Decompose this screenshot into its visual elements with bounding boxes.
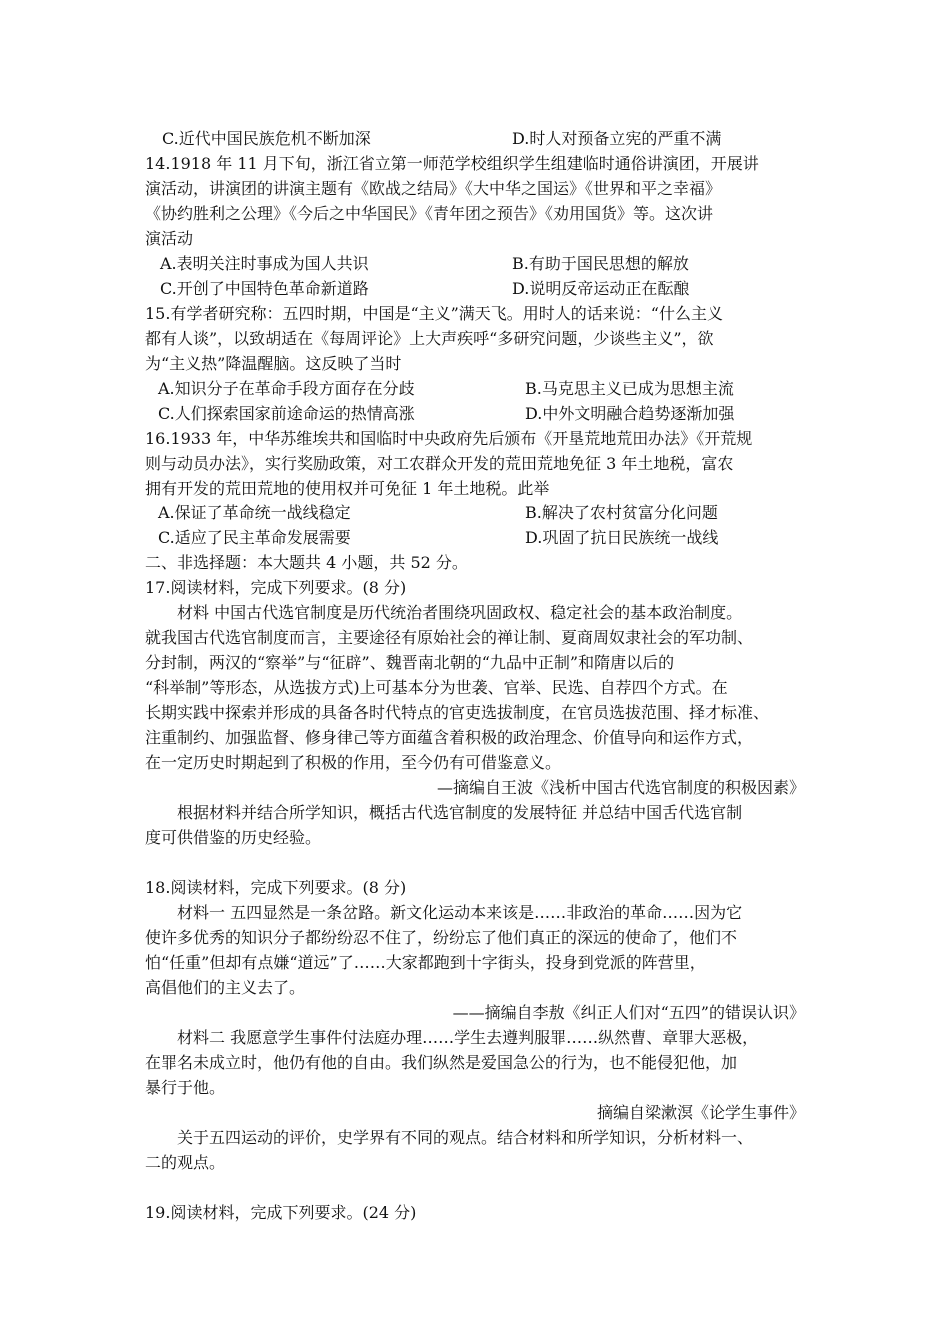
q15-option-a: A.知识分子在革命手段方面存在分歧 — [158, 379, 415, 398]
q18-title: 18.阅读材料，完成下列要求。(8 分) — [145, 878, 407, 897]
q17-material-line: 分封制，两汉的“察举”与“征辟”、魏晋南北朝的“九品中正制”和隋唐以后的 — [145, 653, 675, 672]
q13-option-d: D.时人对预备立宪的严重不满 — [512, 129, 722, 148]
q17-task-line: 度可供借鉴的历史经验。 — [145, 828, 322, 847]
q15-option-c: C.人们探索国家前途命运的热情高涨 — [158, 404, 415, 423]
q18-material1-line: 使许多优秀的知识分子都纷纷忍不住了，纷纷忘了他们真正的深远的使命了，他们不 — [145, 928, 738, 947]
q18-task-line: 关于五四运动的评价，史学界有不同的观点。结合材料和所学知识，分析材料一、 — [177, 1128, 754, 1147]
q17-material-line: 在一定历史时期起到了积极的作用，至今仍有可借鉴意义。 — [145, 753, 562, 772]
q18-material2-line: 在罪名未成立时，他仍有他的自由。我们纵然是爱国急公的行为，也不能侵犯他，加 — [145, 1053, 738, 1072]
q17-task-line: 根据材料并结合所学知识，概括古代选官制度的发展特征 并总结中国舌代选官制 — [177, 803, 743, 822]
q17-material-line: “科举制”等形态，从选拔方式)上可基本分为世袭、官举、民选、自荐四个方式。在 — [145, 678, 728, 697]
q16-option-a: A.保证了革命统一战线稳定 — [158, 503, 351, 522]
q14-option-d: D.说明反帝运动正在酝酿 — [512, 279, 690, 298]
q14-stem-line: 演活动，讲演团的讲演主题有《欧战之结局》《大中华之国运》《世界和平之幸福》 — [145, 179, 722, 198]
q16-stem-line: 16.1933 年，中华苏维埃共和国临时中央政府先后颁布《开垦荒地荒田办法》《开荒规 — [145, 429, 753, 448]
section-heading: 二、非选择题：本大题共 4 小题，共 52 分。 — [145, 553, 468, 572]
q18-material2-line: 材料二 我愿意学生事件付法庭办理……学生去遵判服罪……纵然曹、章罪大恶极， — [177, 1028, 759, 1047]
q14-stem-line: 14.1918 年 11 月下旬，浙江省立第一师范学校组织学生组建临时通俗讲演团，开展讲 — [145, 154, 759, 173]
q13-option-c: C.近代中国民族危机不断加深 — [162, 129, 371, 148]
q17-material-line: 注重制约、加强监督、修身律己等方面蕴含着积极的政治理念、价值导向和运作方式， — [145, 728, 754, 747]
q14-stem-line: 《协约胜利之公理》《今后之中华国民》《青年团之预告》《劝用国货》等。这次讲 — [145, 204, 714, 223]
q17-title: 17.阅读材料，完成下列要求。(8 分) — [145, 578, 407, 597]
q15-stem-line: 为“主义热”降温醒脑。这反映了当时 — [145, 354, 402, 373]
q15-stem-line: 15.有学者研究称：五四时期，中国是“主义”满天飞。用时人的话来说：“什么主义 — [145, 304, 723, 323]
q18-task-line: 二的观点。 — [145, 1153, 226, 1172]
q18-material1-line: 怕“任重”但却有点嫌“道远”了……大家都跑到十字街头，投身到党派的阵营里， — [145, 953, 706, 972]
q19-title: 19.阅读材料，完成下列要求。(24 分) — [145, 1203, 417, 1222]
q14-option-c: C.开创了中国特色革命新道路 — [160, 279, 369, 298]
q17-material-line: 长期实践中探索并形成的具备各时代特点的官吏选拔制度，在官员选拔范围、择才标准、 — [145, 703, 770, 722]
q15-stem-line: 都有人谈”，以致胡适在《每周评论》上大声疾呼“多研究问题，少谈些主义”，欲 — [145, 329, 714, 348]
q16-option-c: C.适应了民主革命发展需要 — [158, 528, 351, 547]
q14-option-b: B.有助于国民思想的解放 — [512, 254, 689, 273]
q17-material-line: 就我国古代选官制度而言，主要途径有原始社会的禅让制、夏商周奴隶社会的军功制、 — [145, 628, 754, 647]
q18-material1-line: 材料一 五四显然是一条岔路。新文化运动本来该是……非政治的革命……因为它 — [177, 903, 743, 922]
q18-material1-line: 高倡他们的主义去了。 — [145, 978, 306, 997]
q15-option-d: D.中外文明融合趋势逐渐加强 — [525, 404, 735, 423]
q18-source2: 摘编自梁漱溟《论学生事件》 — [596, 1103, 805, 1122]
q16-option-b: B.解决了农村贫富分化问题 — [525, 503, 718, 522]
q16-stem-line: 拥有开发的荒田荒地的使用权并可免征 1 年土地税。此举 — [145, 479, 550, 498]
q15-option-b: B.马克思主义已成为思想主流 — [525, 379, 734, 398]
q18-source1: ——摘编自李敖《纠正人们对“五四”的错误认识》 — [452, 1003, 805, 1022]
q17-material-line: 材料 中国古代选官制度是历代统治者围绕巩固政权、稳定社会的基本政治制度。 — [177, 603, 743, 622]
q16-option-d: D.巩固了抗日民族统一战线 — [525, 528, 719, 547]
q18-material2-line: 暴行于他。 — [145, 1078, 226, 1097]
q14-stem-line: 演活动 — [145, 229, 194, 248]
q17-source: —摘编自王波《浅析中国古代选官制度的积极因素》 — [436, 778, 805, 797]
q14-option-a: A.表明关注时事成为国人共识 — [160, 254, 369, 273]
q16-stem-line: 则与动员办法》，实行奖励政策，对工农群众开发的荒田荒地免征 3 年土地税，富农 — [145, 454, 734, 473]
